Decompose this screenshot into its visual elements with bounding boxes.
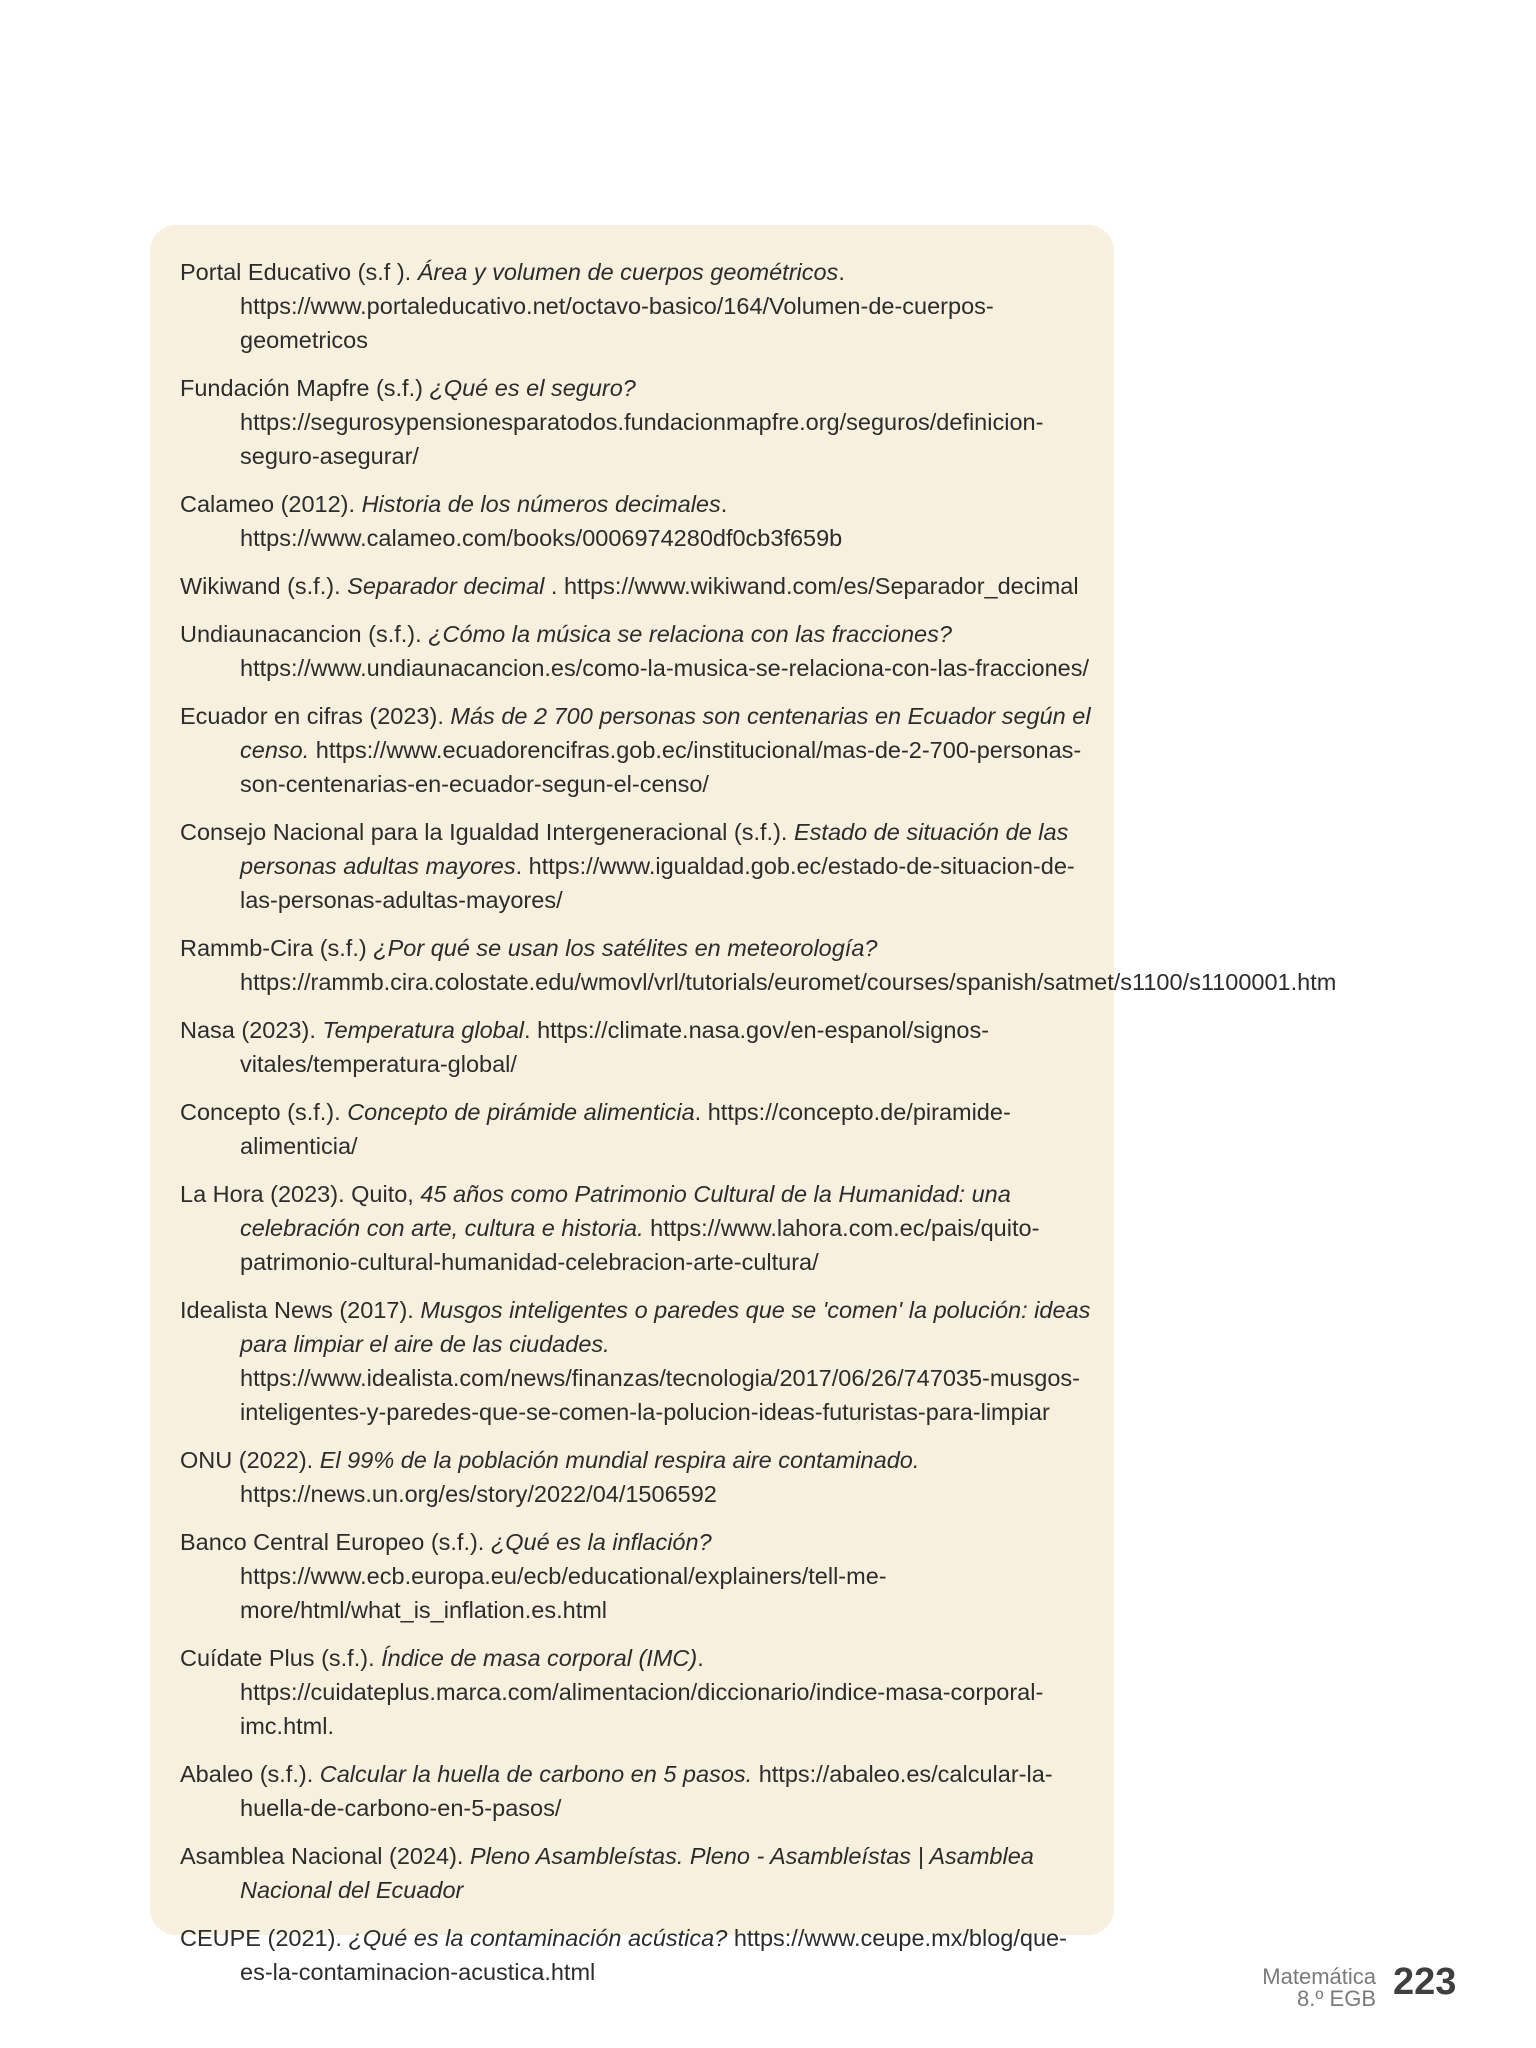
reference-author: Idealista News (2017). bbox=[180, 1297, 421, 1323]
reference-author: Cuídate Plus (s.f.). bbox=[180, 1645, 382, 1671]
reference-title: Estado de situación de las personas adultas mayores bbox=[240, 819, 1069, 879]
reference-author: Banco Central Europeo (s.f.). bbox=[180, 1529, 491, 1555]
reference-url: https://www.ceupe.mx/blog/que-es-la-contaminacion-acustica.html bbox=[240, 1925, 1067, 1985]
reference-url: . https://cuidateplus.marca.com/alimentacion/diccionario/indice-masa-corporal-imc.html. bbox=[240, 1645, 1044, 1739]
reference-author: Wikiwand (s.f.). bbox=[180, 573, 348, 599]
reference-entry bbox=[180, 1095, 1094, 1163]
reference-url: https://news.un.org/es/story/2022/04/1506592 bbox=[240, 1481, 717, 1507]
reference-url: https://www.undiaunacancion.es/como-la-musica-se-relaciona-con-las-fracciones/ bbox=[240, 655, 1089, 681]
reference-title: El 99% de la población mundial respira aire contaminado. bbox=[319, 1447, 920, 1473]
reference-entry bbox=[180, 1013, 1094, 1081]
reference-url: . https://concepto.de/piramide-alimenticia/ bbox=[240, 1099, 1011, 1159]
reference-author: Calameo (2012). bbox=[180, 491, 362, 517]
reference-entry bbox=[180, 617, 1094, 685]
reference-author: Consejo Nacional para la Igualdad Intergeneracional (s.f.). bbox=[180, 819, 794, 845]
reference-title: Área y volumen de cuerpos geométricos bbox=[417, 259, 839, 285]
reference-author: Undiaunacancion (s.f.). bbox=[180, 621, 429, 647]
reference-author: Nasa (2023). bbox=[180, 1017, 323, 1043]
reference-title: Índice de masa corporal (IMC) bbox=[381, 1645, 698, 1671]
reference-entry bbox=[180, 815, 1094, 917]
reference-entry bbox=[180, 1921, 1094, 1989]
page-number: 223 bbox=[1393, 1961, 1457, 2003]
reference-url: https://abaleo.es/calcular-la-huella-de-carbono-en-5-pasos/ bbox=[240, 1761, 1053, 1821]
reference-author: Fundación Mapfre (s.f.) bbox=[180, 375, 430, 401]
reference-url: https://www.ecuadorencifras.gob.ec/institucional/mas-de-2-700-personas-son-centenarias-en-ecuador-segun-el-censo/ bbox=[240, 737, 1082, 797]
reference-entry bbox=[180, 255, 1094, 357]
reference-title: Concepto de pirámide alimenticia bbox=[347, 1099, 695, 1125]
reference-url: . https://www.wikiwand.com/es/Separador_decimal bbox=[544, 573, 1079, 599]
reference-entry bbox=[180, 699, 1094, 801]
reference-entry bbox=[180, 1525, 1094, 1627]
footer-subject bbox=[1262, 1966, 1376, 2010]
reference-author: La Hora (2023). Quito, bbox=[180, 1181, 421, 1207]
footer-subject-name: Matemática bbox=[1262, 1964, 1376, 1989]
reference-title: Historia de los números decimales bbox=[361, 491, 721, 517]
footer-grade: 8.º EGB bbox=[1297, 1986, 1376, 2011]
reference-url: https://www.lahora.com.ec/pais/quito-patrimonio-cultural-humanidad-celebracion-arte-cultura/ bbox=[240, 1215, 1040, 1275]
reference-title: ¿Cómo la música se relaciona con las fracciones? bbox=[428, 621, 952, 647]
reference-author: Ecuador en cifras (2023). bbox=[180, 703, 451, 729]
reference-title: Pleno Asambleístas. Pleno - Asambleístas | Asamblea Nacional del Ecuador bbox=[240, 1843, 1034, 1903]
reference-entry bbox=[180, 1641, 1094, 1743]
reference-title: ¿Qué es la contaminación acústica? bbox=[348, 1925, 728, 1951]
reference-entry bbox=[180, 1443, 1094, 1511]
reference-entry bbox=[180, 1839, 1094, 1907]
reference-title: Musgos inteligentes o paredes que se 'comen' la polución: ideas para limpiar el aire de las ciudades. bbox=[240, 1297, 1091, 1357]
reference-url: https://rammb.cira.colostate.edu/wmovl/vrl/tutorials/euromet/courses/spanish/satmet/s1100/s1100001.htm bbox=[240, 969, 1337, 995]
reference-entry bbox=[180, 1757, 1094, 1825]
reference-url: . https://www.calameo.com/books/0006974280df0cb3f659b bbox=[240, 491, 843, 551]
reference-url: https://www.idealista.com/news/finanzas/tecnologia/2017/06/26/747035-musgos-inteligentes-y-paredes-que-se-comen-la-polucion-ideas-futuristas-para-limpiar bbox=[240, 1365, 1080, 1425]
reference-entry bbox=[180, 487, 1094, 555]
reference-title: ¿Qué es el seguro? bbox=[429, 375, 636, 401]
reference-url: . https://www.igualdad.gob.ec/estado-de-situacion-de-las-personas-adultas-mayores/ bbox=[240, 853, 1075, 913]
reference-author: CEUPE (2021). bbox=[180, 1925, 349, 1951]
reference-author: Rammb-Cira (s.f.) bbox=[180, 935, 374, 961]
reference-title: ¿Qué es la inflación? bbox=[490, 1529, 712, 1555]
reference-author: Concepto (s.f.). bbox=[180, 1099, 348, 1125]
reference-title: Temperatura global bbox=[322, 1017, 525, 1043]
reference-author: Abaleo (s.f.). bbox=[180, 1761, 320, 1787]
reference-url: . https://climate.nasa.gov/en-espanol/signos-vitales/temperatura-global/ bbox=[240, 1017, 990, 1077]
reference-title: ¿Por qué se usan los satélites en meteorología? bbox=[373, 935, 878, 961]
reference-entry bbox=[180, 569, 1094, 603]
reference-entry bbox=[180, 1177, 1094, 1279]
reference-entry bbox=[180, 371, 1094, 473]
reference-title: Más de 2 700 personas son centenarias en Ecuador según el censo. bbox=[240, 703, 1091, 763]
reference-url: https://segurosypensionesparatodos.fundacionmapfre.org/seguros/definicion-seguro-asegurar/ bbox=[240, 409, 1044, 469]
reference-title: 45 años como Patrimonio Cultural de la Humanidad: una celebración con arte, cultura e historia. bbox=[240, 1181, 1011, 1241]
reference-author: ONU (2022). bbox=[180, 1447, 320, 1473]
reference-entry bbox=[180, 1293, 1094, 1429]
reference-title: Separador decimal bbox=[347, 573, 545, 599]
reference-url: https://www.ecb.europa.eu/ecb/educational/explainers/tell-me-more/html/what_is_inflation.es.html bbox=[240, 1563, 887, 1623]
reference-title: Calcular la huella de carbono en 5 pasos. bbox=[319, 1761, 753, 1787]
reference-author: Asamblea Nacional (2024). bbox=[180, 1843, 470, 1869]
reference-entry bbox=[180, 931, 1337, 999]
reference-url: . https://www.portaleducativo.net/octavo-basico/164/Volumen-de-cuerpos-geometricos bbox=[240, 259, 994, 353]
reference-author: Portal Educativo (s.f ). bbox=[180, 259, 418, 285]
